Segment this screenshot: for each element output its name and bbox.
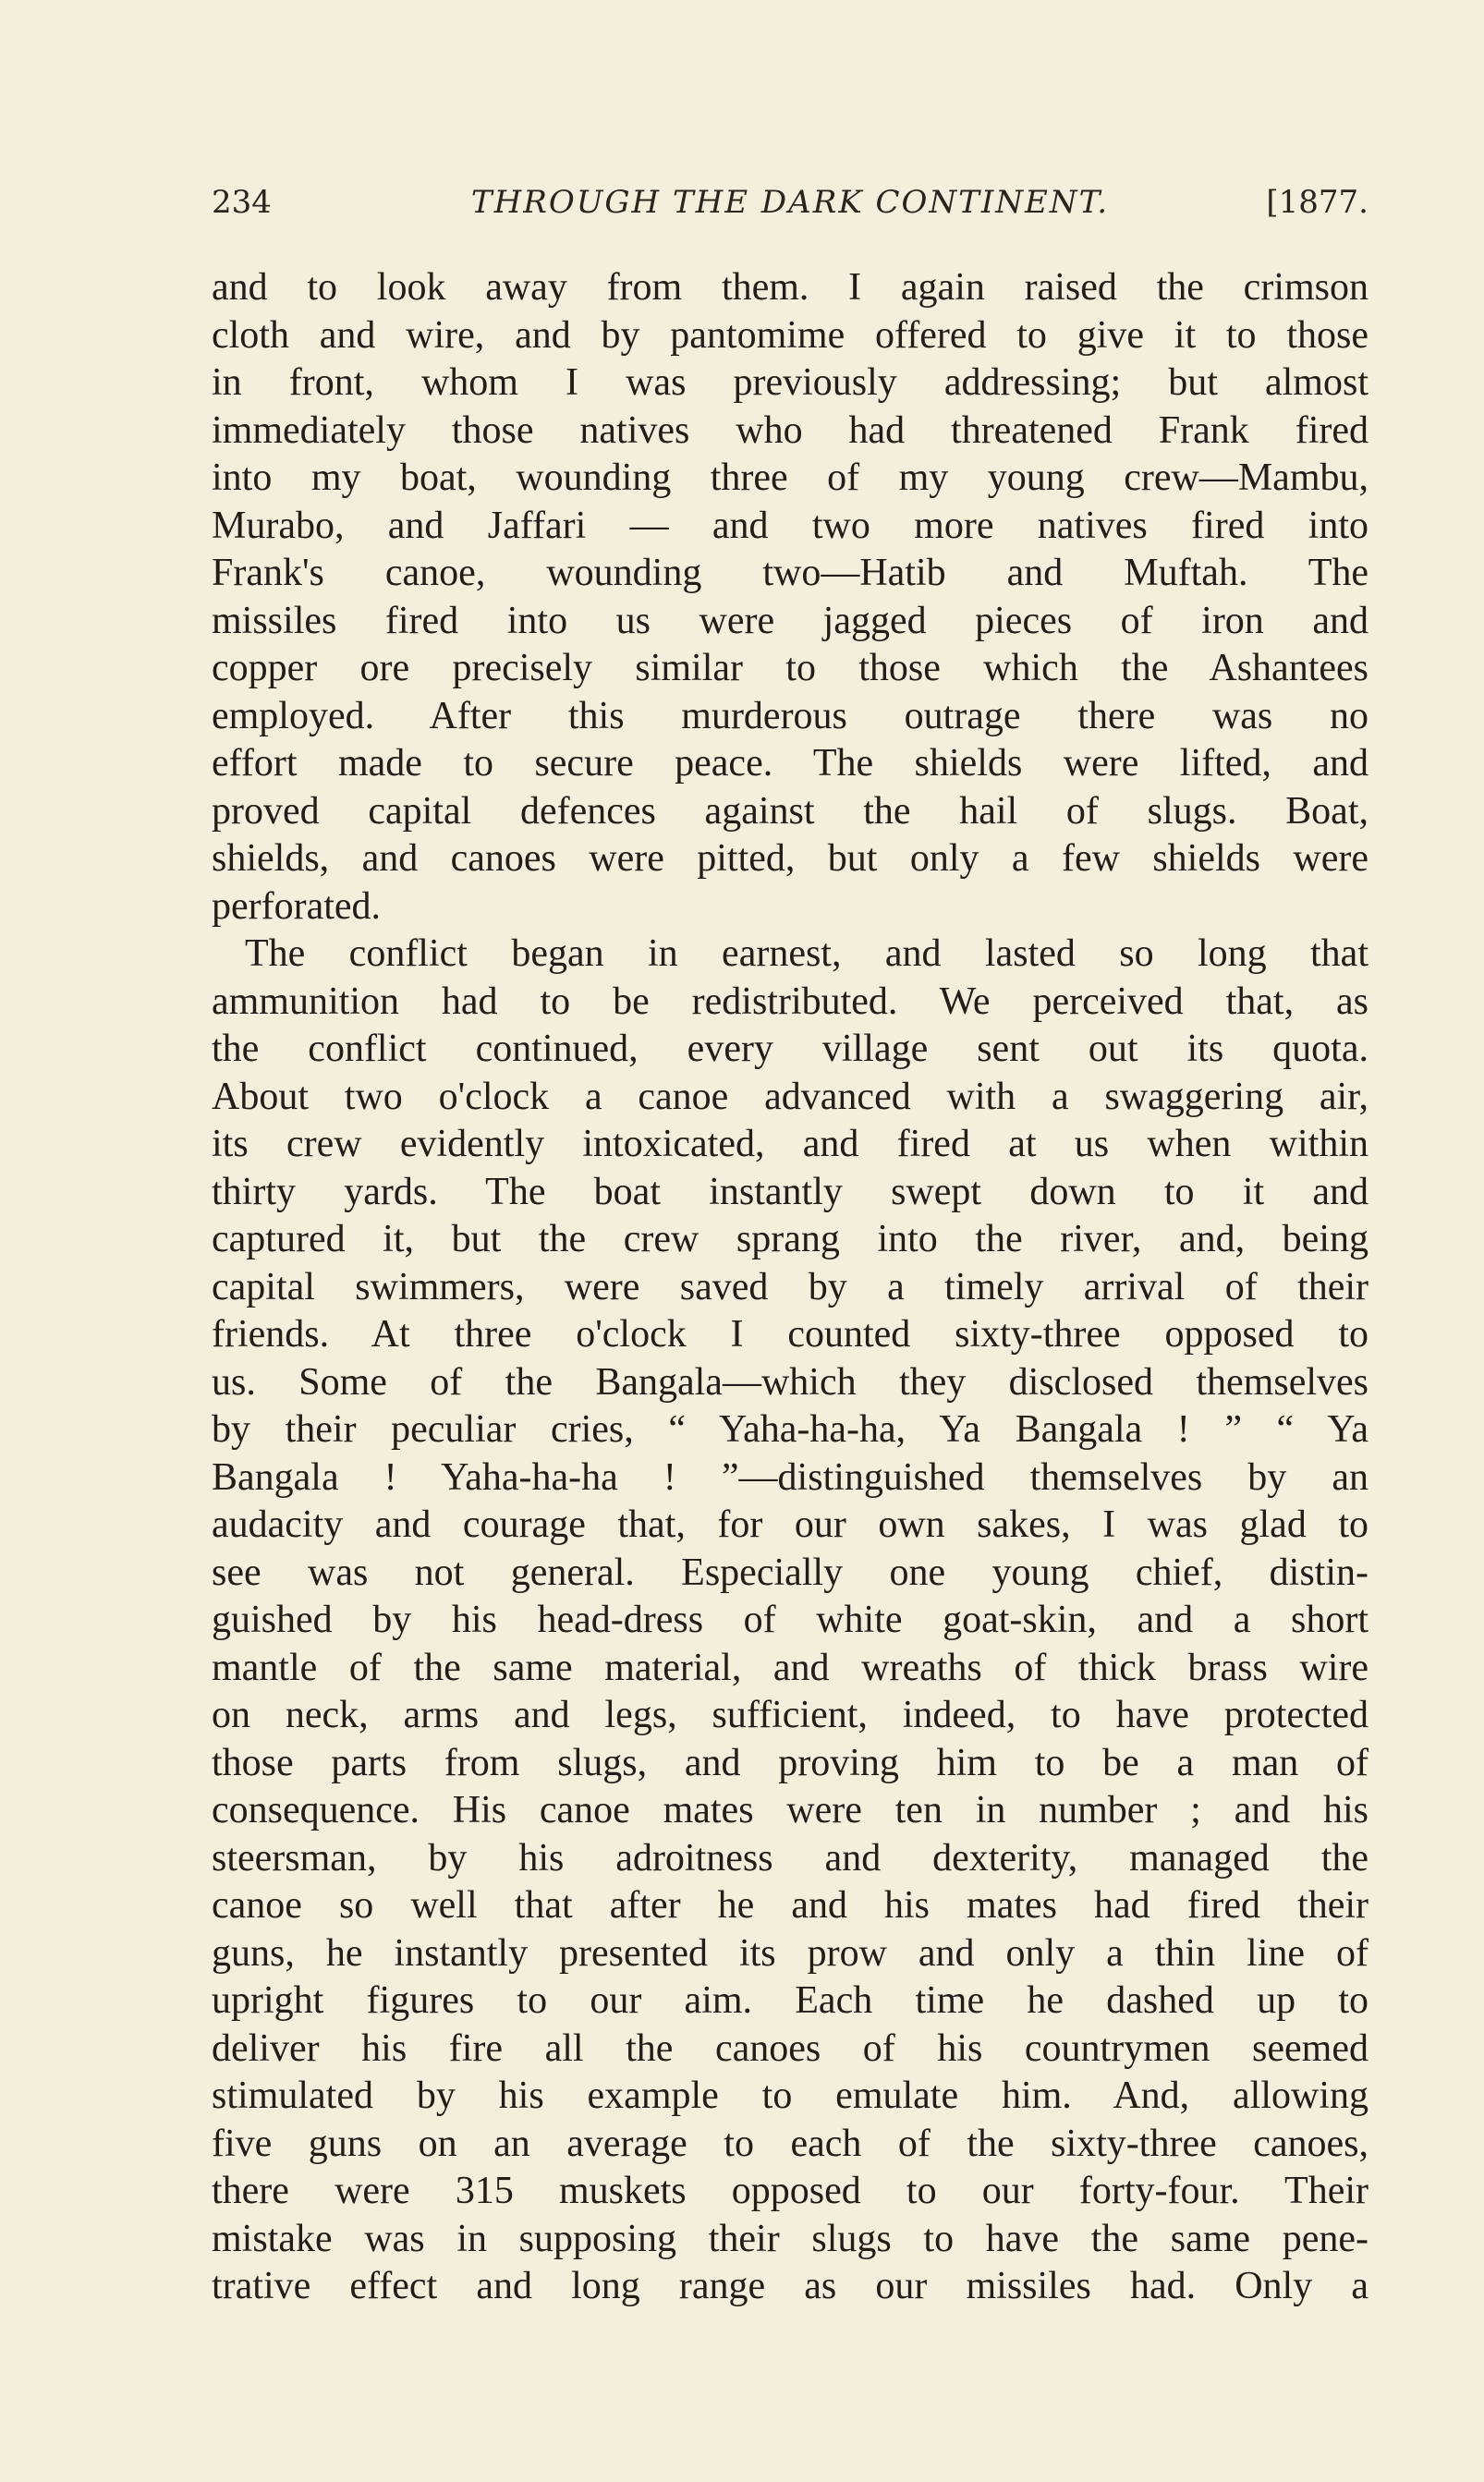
text-line: copper ore precisely similar to those which the Ashantees [212,647,1368,689]
text-line: shields, and canoes were pitted, but only a few shields were [212,837,1368,880]
page-number: 234 [212,184,272,221]
text-line: About two o'clock a canoe advanced with a swaggering air, [212,1075,1368,1118]
running-title: THROUGH THE DARK CONTINENT. [470,184,1110,221]
text-line: Murabo, and Jaffari — and two more natives fired into [212,504,1368,547]
text-line: in front, whom I was previously addressing; but almost [212,361,1368,404]
text-line: ammunition had to be redistributed. We perceived that, as [212,979,1368,1023]
text-line: guns, he instantly presented its prow and only a thin line of [212,1931,1368,1975]
text-line: and to look away from them. I again raised the crimson [212,266,1368,309]
text-line: upright figures to our aim. Each time he dashed up to [212,1979,1368,2022]
text-line: trative effect and long range as our missiles had. Only a [212,2265,1368,2307]
text-line: guished by his head-dress of white goat-skin, and a short [212,1599,1368,1641]
running-head [212,179,1368,225]
running-year: [1877. [1266,184,1368,221]
text-line: the conflict continued, every village sent out its quota. [212,1028,1368,1070]
text-line: The conflict began in earnest, and lasted so long that [245,932,1368,975]
text-line: deliver his fire all the canoes of his countrymen seemed [212,2026,1368,2070]
text-line: mantle of the same material, and wreaths of thick brass wire [212,1646,1368,1689]
text-line: see was not general. Especially one young chief, distin- [212,1551,1368,1594]
body-text [212,264,1368,2311]
text-line: proved capital defences against the hail of slugs. Boat, [212,789,1368,833]
text-line: immediately those natives who had threatened Frank fired [212,408,1368,452]
text-line: friends. At three o'clock I counted sixty-three opposed to [212,1313,1368,1356]
text-line: consequence. His canoe mates were ten in number ; and his [212,1789,1368,1831]
text-line: capital swimmers, were saved by a timely arrival of their [212,1265,1368,1308]
text-line: into my boat, wounding three of my young crew—Mambu, [212,456,1368,499]
text-line: thirty yards. The boat instantly swept down to it and [212,1170,1368,1213]
text-line: five guns on an average to each of the sixty-three canoes, [212,2122,1368,2165]
text-line: on neck, arms and legs, sufficient, indeed, to have protected [212,1694,1368,1736]
text-line: stimulated by his example to emulate him. And, allowing [212,2074,1368,2117]
text-line: Bangala ! Yaha-ha-ha ! ”—distinguished themselves by an [212,1455,1368,1499]
text-line: by their peculiar cries, “ Yaha-ha-ha, Ya Bangala ! ” “ Ya [212,1408,1368,1451]
text-line: effort made to secure peace. The shields were lifted, and [212,742,1368,785]
text-line: its crew evidently intoxicated, and fired at us when within [212,1123,1368,1165]
text-line: there were 315 muskets opposed to our forty-four. Their [212,2170,1368,2212]
text-line: steersman, by his adroitness and dexterity, managed the [212,1836,1368,1880]
text-line: employed. After this murderous outrage there was no [212,694,1368,737]
text-line: Frank's canoe, wounding two—Hatib and Muftah. The [212,552,1368,594]
text-line: canoe so well that after he and his mates had fired their [212,1884,1368,1927]
text-line: those parts from slugs, and proving him to be a man of [212,1741,1368,1784]
text-line: mistake was in supposing their slugs to have the same pene- [212,2217,1368,2260]
text-line: audacity and courage that, for our own sakes, I was glad to [212,1503,1368,1546]
text-line: perforated. [212,884,382,928]
text-line: missiles fired into us were jagged pieces of iron and [212,599,1368,642]
text-line: cloth and wire, and by pantomime offered to give it to those [212,313,1368,357]
text-line: captured it, but the crew sprang into the river, and, being [212,1218,1368,1260]
text-line: us. Some of the Bangala—which they disclosed themselves [212,1360,1368,1404]
